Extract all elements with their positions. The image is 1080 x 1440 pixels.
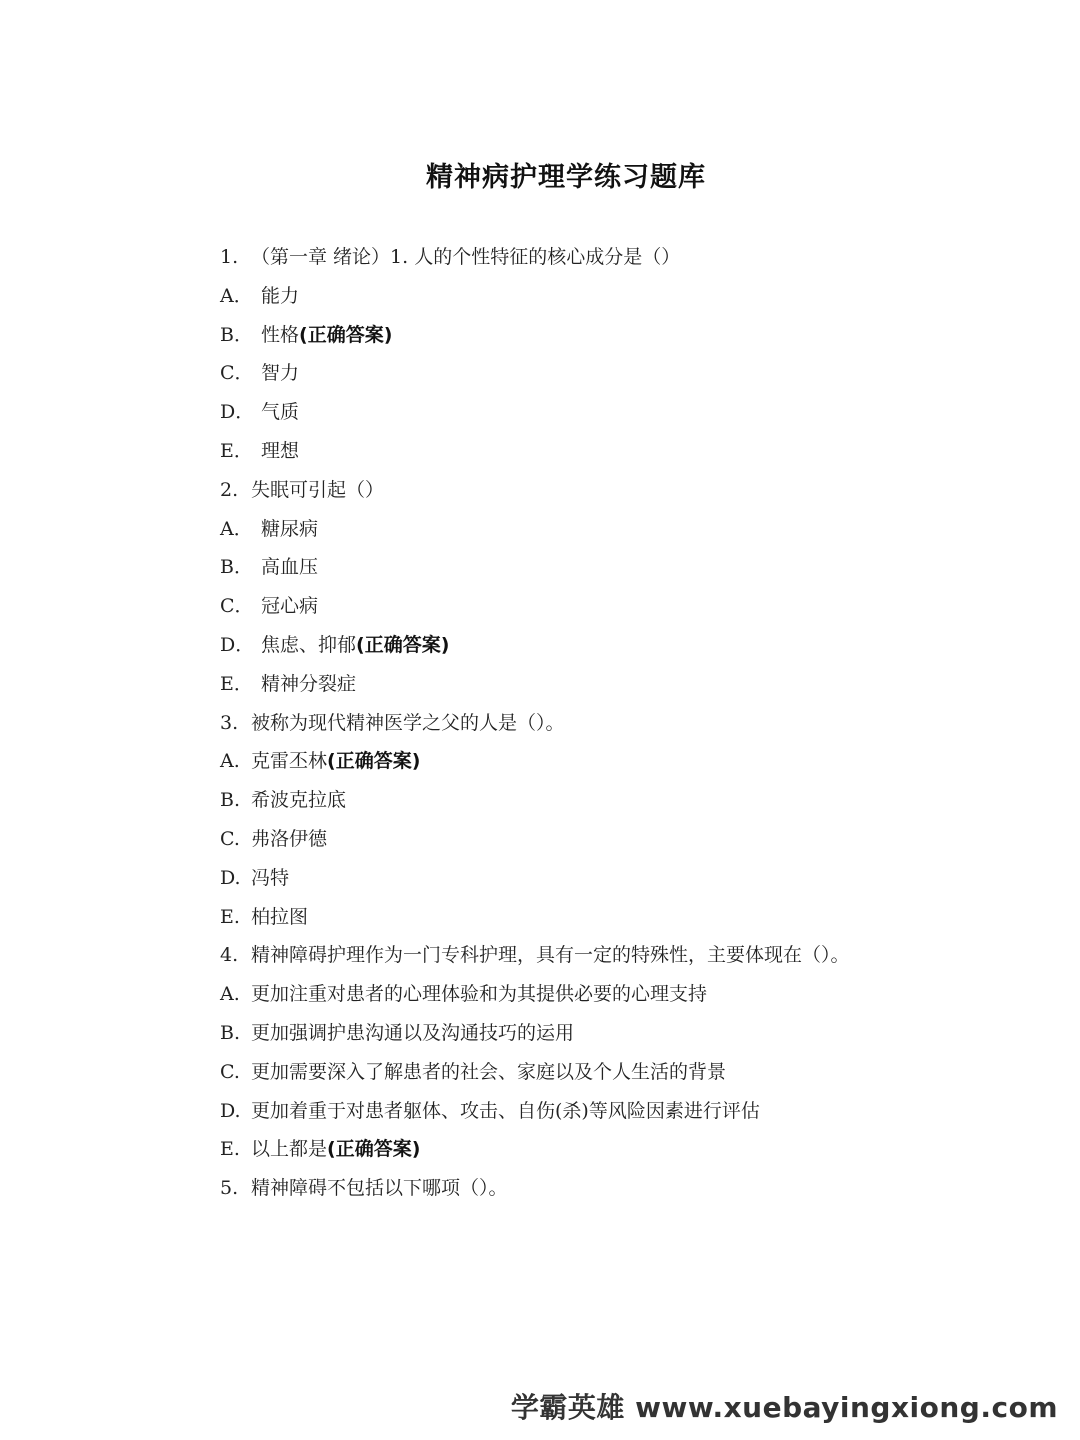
option-2a xyxy=(220,510,1040,549)
question-number: 4. xyxy=(220,944,239,967)
option-text: 冠心病 xyxy=(261,595,319,618)
option-letter: E． xyxy=(220,439,253,462)
question-2 xyxy=(220,471,1040,510)
correct-answer-mark: (正确答案) xyxy=(327,750,421,773)
option-3e xyxy=(220,898,1040,937)
option-text: 能力 xyxy=(261,284,300,307)
question-list xyxy=(220,238,1040,1208)
option-letter: A． xyxy=(220,517,253,540)
option-letter: B． xyxy=(220,323,253,346)
option-text: 气质 xyxy=(261,401,300,424)
option-letter: C． xyxy=(220,595,254,618)
option-letter: B. xyxy=(220,789,241,812)
option-4d xyxy=(220,1092,1040,1131)
option-1b xyxy=(220,316,1040,355)
option-text: 以上都是 xyxy=(251,1138,328,1161)
option-text: 冯特 xyxy=(251,866,290,889)
option-3a xyxy=(220,742,1040,781)
option-1e xyxy=(220,432,1040,471)
option-2e xyxy=(220,665,1040,704)
option-text: 更加着重于对患者躯体、攻击、自伤(杀)等风险因素进行评估 xyxy=(251,1099,760,1122)
correct-answer-mark: (正确答案) xyxy=(327,1138,421,1161)
question-number: 5. xyxy=(220,1177,239,1200)
option-letter: D． xyxy=(220,633,255,656)
option-text: 性格 xyxy=(261,323,300,346)
question-1 xyxy=(220,238,1040,277)
option-letter: A． xyxy=(220,284,253,307)
question-text: （第一章 绪论）1. 人的个性特征的核心成分是（） xyxy=(251,246,681,268)
option-text: 高血压 xyxy=(261,556,319,579)
option-letter: C. xyxy=(220,1060,240,1083)
question-number: 3. xyxy=(220,711,239,734)
option-letter: D． xyxy=(220,401,255,424)
option-3c xyxy=(220,820,1040,859)
option-1d xyxy=(220,393,1040,432)
option-2b xyxy=(220,548,1040,587)
option-text: 克雷丕林 xyxy=(251,750,328,773)
question-3 xyxy=(220,704,1040,743)
option-1a xyxy=(220,277,1040,316)
option-3b xyxy=(220,781,1040,820)
site-watermark: 学霸英雄 www.xuebayingxiong.com xyxy=(510,1391,1058,1424)
option-2c xyxy=(220,587,1040,626)
question-number: 2. xyxy=(220,478,239,501)
option-2d xyxy=(220,626,1040,665)
option-letter: B． xyxy=(220,556,253,579)
option-letter: D. xyxy=(220,866,241,889)
option-text: 焦虑、抑郁 xyxy=(261,633,357,656)
correct-answer-mark: (正确答案) xyxy=(356,633,450,656)
option-3d xyxy=(220,859,1040,898)
option-text: 精神分裂症 xyxy=(261,672,357,695)
option-text: 更加强调护患沟通以及沟通技巧的运用 xyxy=(251,1021,575,1044)
question-5 xyxy=(220,1169,1040,1208)
option-text: 柏拉图 xyxy=(251,905,309,928)
option-text: 更加注重对患者的心理体验和为其提供必要的心理支持 xyxy=(251,983,708,1006)
question-number: 1. xyxy=(220,246,239,268)
option-4a xyxy=(220,975,1040,1014)
option-4b xyxy=(220,1014,1040,1053)
option-text: 希波克拉底 xyxy=(251,789,347,812)
option-letter: A. xyxy=(220,983,240,1006)
option-text: 智力 xyxy=(261,362,300,385)
option-text: 糖尿病 xyxy=(261,517,319,540)
option-4e xyxy=(220,1130,1040,1169)
option-letter: D. xyxy=(220,1099,241,1122)
correct-answer-mark: (正确答案) xyxy=(299,323,393,346)
option-text: 理想 xyxy=(261,439,300,462)
option-text: 弗洛伊德 xyxy=(251,827,328,850)
question-text: 精神障碍护理作为一门专科护理，具有一定的特殊性，主要体现在（）。 xyxy=(251,944,850,967)
option-letter: E. xyxy=(220,905,240,928)
option-letter: C． xyxy=(220,362,254,385)
question-text: 被称为现代精神医学之父的人是（）。 xyxy=(251,711,565,734)
option-letter: C. xyxy=(220,827,240,850)
question-text: 精神障碍不包括以下哪项（）。 xyxy=(251,1177,508,1200)
question-text: 失眠可引起（） xyxy=(251,478,385,501)
option-letter: E. xyxy=(220,1138,240,1161)
option-text: 更加需要深入了解患者的社会、家庭以及个人生活的背景 xyxy=(251,1060,727,1083)
option-1c xyxy=(220,354,1040,393)
option-4c xyxy=(220,1053,1040,1092)
page-title: 精神病护理学练习题库 xyxy=(426,162,706,193)
option-letter: B. xyxy=(220,1021,241,1044)
option-letter: A. xyxy=(220,750,240,773)
option-letter: E． xyxy=(220,672,253,695)
question-4 xyxy=(220,936,1040,975)
